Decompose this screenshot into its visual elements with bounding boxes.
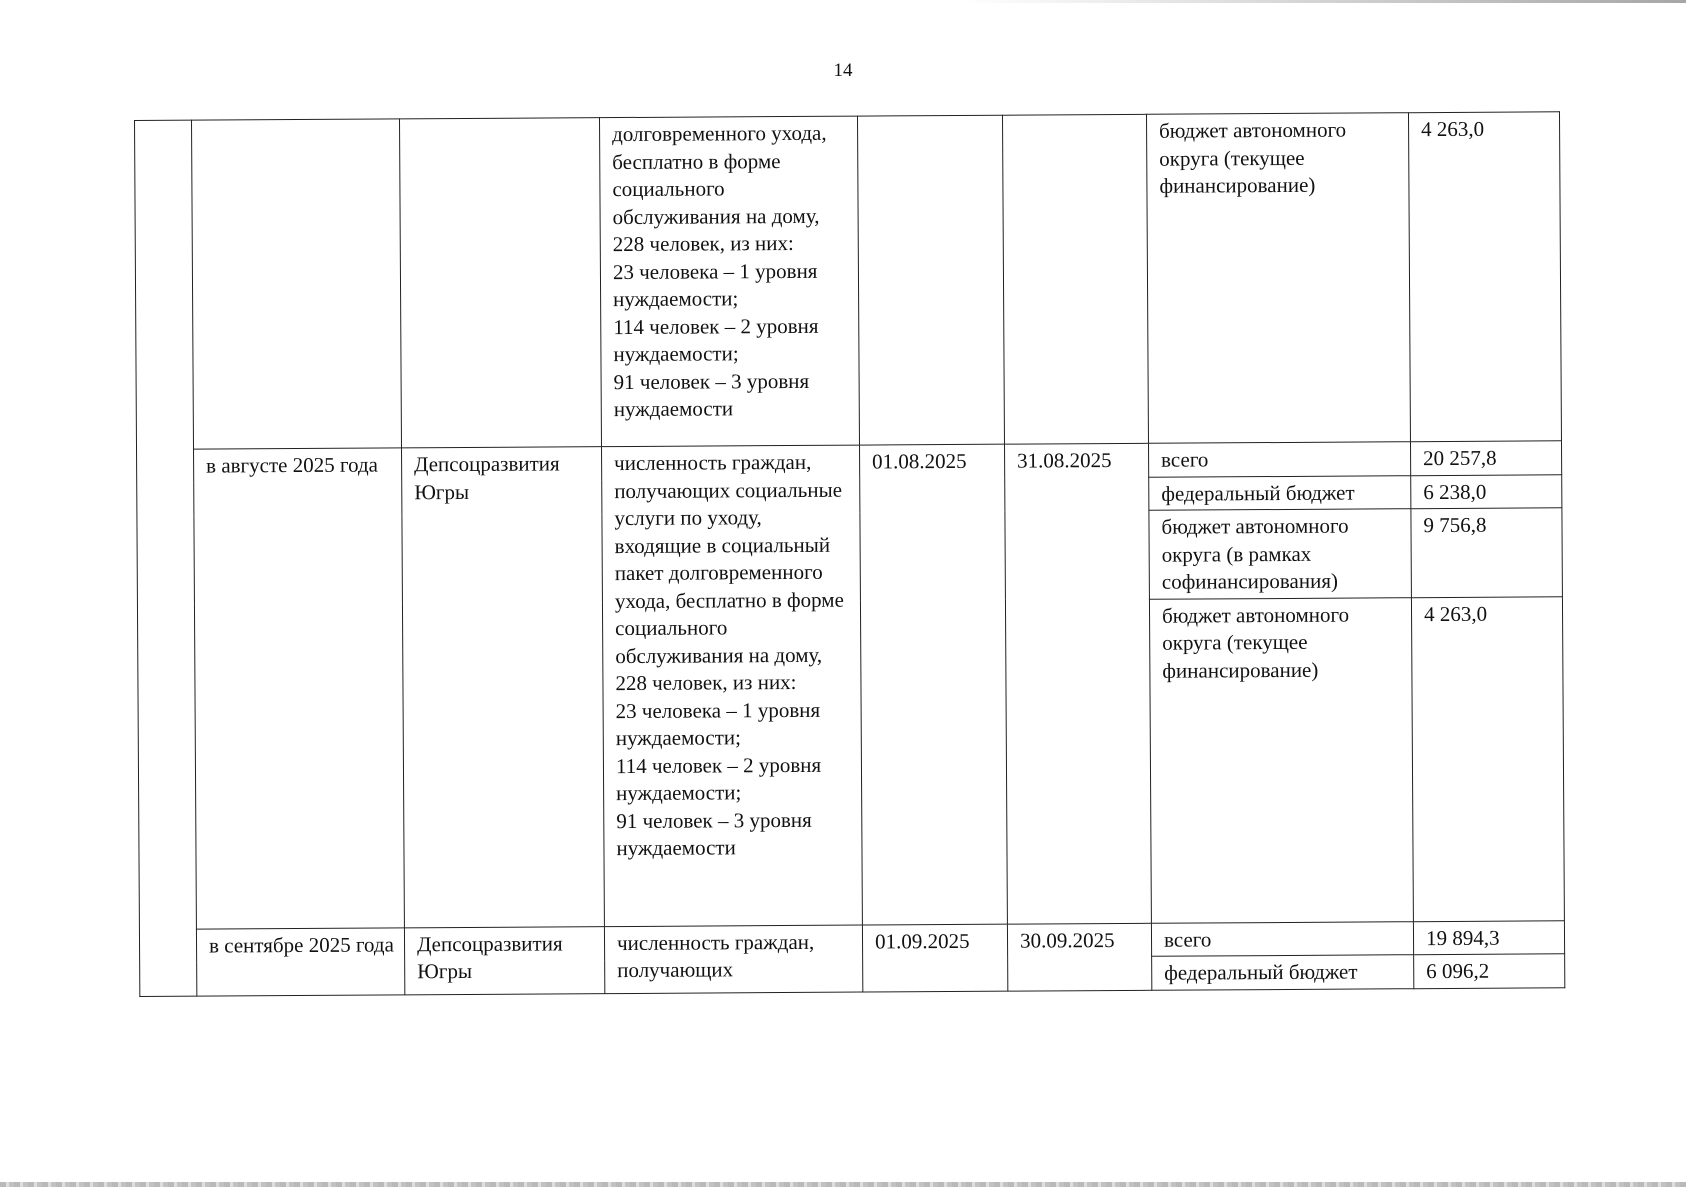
- start-date-cell: [857, 115, 1004, 445]
- page-number: 14: [833, 60, 853, 81]
- funding-source-cell: всего: [1151, 921, 1413, 956]
- indicator-text: численность граждан, получающих социальные услуги по уходу, входящие в социальный пакет долговременного ухода, бесплатно в форме социального обслуживания на дому, 228 человек, из них: 23 человека – 1 уровня нуждаемости; 114 человек – 2 уровня нуждаемости; 91 человек – 3 уровня нуждаемости: [614, 449, 844, 861]
- indicator-text: долговременного ухода, бесплатно в форме социального обслуживания на дому, 228 человек, из них: 23 человека – 1 уровня нуждаемости; 114 человек – 2 уровня нуждаемости; 91 человек – 3 уровня нуждаемости: [612, 120, 827, 422]
- funding-amount-cell: 4 263,0: [1408, 112, 1561, 442]
- end-date-cell: 30.09.2025: [1007, 923, 1151, 991]
- funding-source-cell: бюджет автономного округа (текущее финансирование): [1146, 113, 1410, 444]
- funding-amount-cell: 9 756,8: [1411, 508, 1563, 597]
- start-date-cell: 01.08.2025: [859, 444, 1007, 924]
- executor-cell: Депсоцразвития Югры: [404, 926, 604, 994]
- start-date-cell: 01.09.2025: [862, 924, 1007, 992]
- schedule-table: [134, 111, 1565, 996]
- indicator-cell: [599, 116, 859, 447]
- scan-edge-bottom: [0, 1182, 1686, 1187]
- end-date-cell: 31.08.2025: [1004, 443, 1151, 923]
- executor-cell: [399, 118, 601, 448]
- funding-amount-cell: 6 238,0: [1411, 474, 1562, 508]
- funding-amount-cell: 4 263,0: [1411, 596, 1564, 921]
- indicator-cell: численность граждан, получающих: [604, 925, 862, 994]
- funding-source-cell: федеральный бюджет: [1149, 475, 1411, 510]
- funding-source-cell: всего: [1148, 442, 1410, 477]
- period-cell: в августе 2025 года: [194, 448, 405, 929]
- schedule-table-wrapper: [134, 111, 1564, 996]
- funding-amount-cell: 19 894,3: [1413, 920, 1564, 954]
- table-row: [135, 112, 1562, 450]
- funding-amount-cell: 6 096,2: [1414, 954, 1565, 988]
- row-number-cell: [135, 120, 197, 996]
- funding-source-cell: федеральный бюджет: [1152, 955, 1414, 990]
- scan-edge-top: [960, 0, 1686, 3]
- executor-cell: Депсоцразвития Югры: [402, 447, 605, 928]
- end-date-cell: [1002, 114, 1148, 444]
- period-cell: в сентябре 2025 года: [196, 927, 404, 995]
- period-cell: [192, 119, 402, 449]
- funding-source-cell: бюджет автономного округа (в рамках софинансирования): [1149, 509, 1412, 599]
- funding-amount-cell: 20 257,8: [1410, 441, 1561, 475]
- funding-source-cell: бюджет автономного округа (текущее финансирование): [1149, 597, 1413, 923]
- indicator-cell: [602, 445, 863, 926]
